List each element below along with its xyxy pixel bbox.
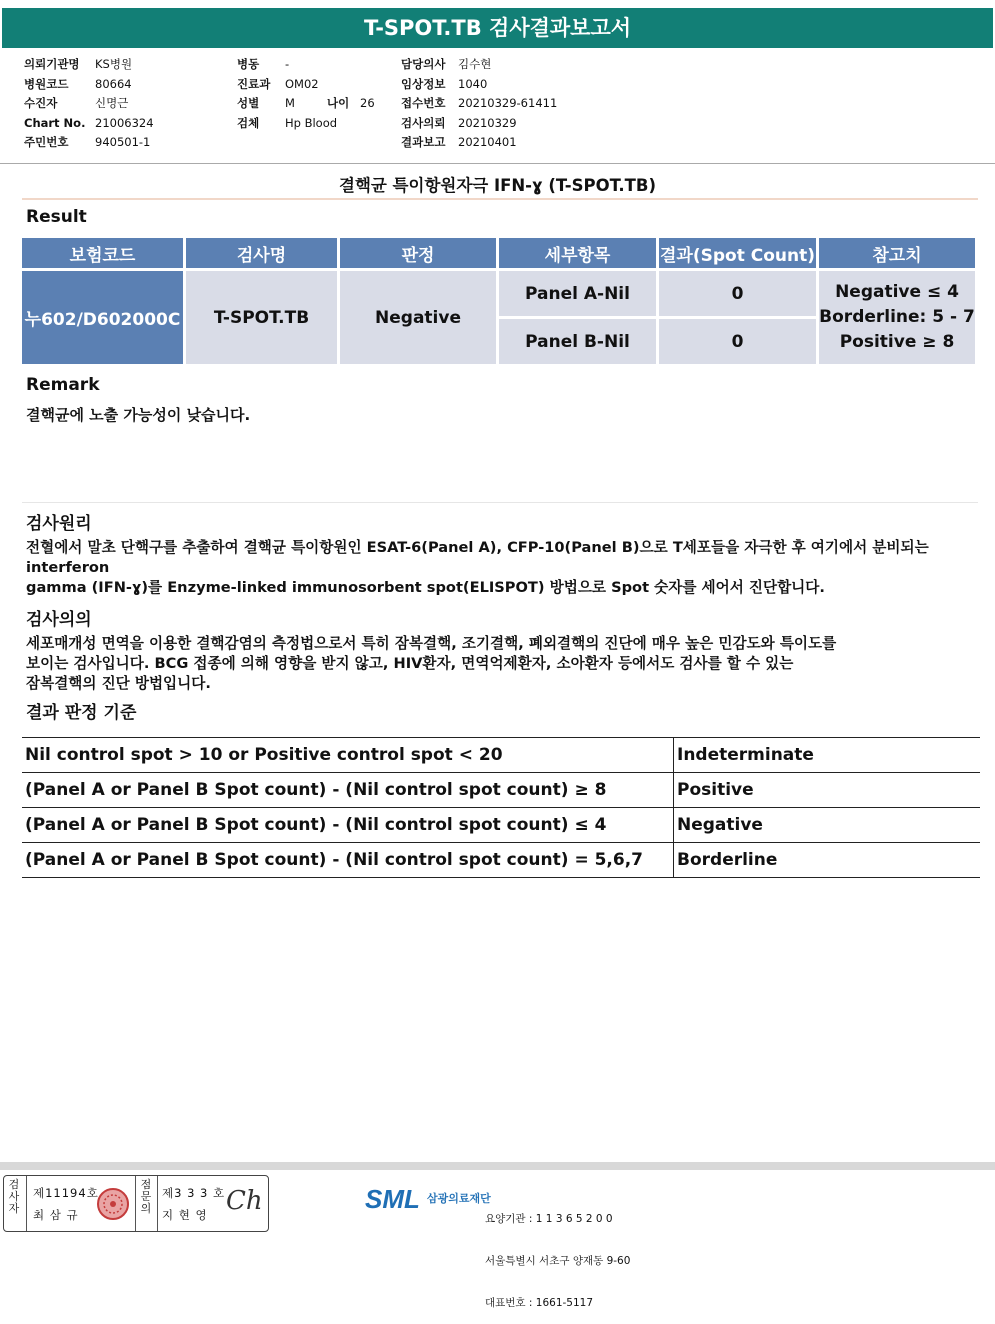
- result-label: Result: [26, 207, 87, 227]
- item-name-panel-b: Panel B-Nil: [499, 319, 656, 364]
- criteria-row: [22, 843, 980, 878]
- address-block: [485, 1184, 630, 1324]
- principle-line: gamma (IFN-ɣ)를 Enzyme-linked immunosorbent spot(ELISPOT) 방법으로 Spot 숫자를 세어서 진단합니다.: [26, 579, 825, 596]
- clinical-info-value: 1040: [458, 76, 488, 91]
- criteria-result: Negative: [674, 808, 981, 843]
- remark-text: 결핵균에 노출 가능성이 낮습니다.: [26, 406, 251, 424]
- col-header-judgement: 판정: [340, 238, 496, 268]
- box-separator: [26, 1176, 27, 1231]
- principle-line: interferon: [26, 559, 110, 576]
- col-header-item: 세부항목: [499, 238, 656, 268]
- chart-no-label: Chart No.: [24, 115, 86, 130]
- hospital-code-label: 병원코드: [24, 76, 69, 91]
- request-date-label: 검사의뢰: [401, 115, 446, 130]
- inspector-name: 최 삼 규: [33, 1208, 79, 1222]
- criteria-result: Borderline: [674, 843, 981, 878]
- patient-value: 신명근: [95, 96, 129, 110]
- specimen-label: 검체: [237, 115, 260, 130]
- header-col-3: [401, 55, 557, 153]
- sex-value: M: [285, 96, 295, 110]
- reference-negative: Negative ≤ 4: [835, 282, 959, 302]
- request-date-value: 20210329: [458, 115, 517, 130]
- age-label: 나이: [327, 96, 350, 110]
- section-underline: [22, 198, 978, 200]
- box-separator: [135, 1176, 136, 1231]
- address-line: 요양기관 : 1 1 3 6 5 2 0 0: [485, 1213, 613, 1225]
- principle-label: 검사원리: [26, 514, 92, 534]
- ward-label: 병동: [237, 57, 260, 71]
- patient-label: 수진자: [24, 96, 58, 110]
- seal-icon: [96, 1187, 130, 1221]
- judgement: Negative: [340, 271, 496, 364]
- remark-divider: [22, 502, 978, 503]
- hospital-code-value: 80664: [95, 76, 132, 91]
- significance-label: 검사의의: [26, 610, 92, 630]
- inspector-label: 검사자: [8, 1178, 20, 1215]
- significance-line: 잠복결핵의 진단 방법입니다.: [26, 675, 211, 692]
- result-table: [19, 235, 978, 367]
- dept-label: 진료과: [237, 76, 271, 91]
- hospital-value: KS병원: [95, 57, 133, 71]
- col-header-count: 결과(Spot Count): [659, 238, 816, 268]
- dept-value: OM02: [285, 76, 319, 91]
- significance-line: 보이는 검사입니다. BCG 접종에 의해 영향을 받지 않고, HIV환자, 면역억제환자, 소아환자 등에서도 검사를 할 수 있는: [26, 655, 794, 672]
- reviewer-number: 제3 3 3 호: [162, 1186, 226, 1200]
- reviewer-label: 점문의: [140, 1178, 152, 1215]
- resident-no-value: 940501-1: [95, 135, 151, 149]
- clinical-info-label: 임상정보: [401, 76, 446, 91]
- signature: Ch: [226, 1186, 263, 1216]
- doctor-value: 김수현: [458, 57, 492, 71]
- sml-logo: [365, 1184, 491, 1215]
- principle-line: 전혈에서 말초 단핵구를 추출하여 결핵균 특이항원인 ESAT-6(Panel A), CFP-10(Panel B)으로 T세포들을 자극한 후 여기에서 분비되는: [26, 539, 929, 556]
- ward-value: -: [285, 57, 290, 71]
- receipt-no-label: 접수번호: [401, 96, 446, 110]
- item-count-panel-a: 0: [659, 271, 816, 316]
- criteria-rule: Nil control spot > 10 or Positive control spot < 20: [22, 738, 674, 773]
- criteria-table: [22, 737, 980, 878]
- address-line: 대표번호 : 1661-5117: [485, 1297, 594, 1309]
- receipt-no-value: 20210329-61411: [458, 96, 558, 110]
- doctor-label: 담당의사: [401, 57, 446, 71]
- reviewer-name: 지 현 영: [162, 1208, 208, 1222]
- report-date-value: 20210401: [458, 135, 517, 149]
- significance-text: [26, 634, 966, 694]
- hospital-label: 의뢰기관명: [24, 57, 80, 71]
- item-name-panel-a: Panel A-Nil: [499, 271, 656, 316]
- sex-label: 성별: [237, 96, 260, 110]
- footer-band: [0, 1162, 995, 1170]
- reference-borderline: Borderline: 5 - 7: [819, 307, 975, 327]
- criteria-row: [22, 808, 980, 843]
- address-line: 서울특별시 서초구 양재동 9-60: [485, 1255, 631, 1267]
- signature-box: [3, 1175, 269, 1232]
- resident-no-label: 주민번호: [24, 135, 69, 149]
- test-name: T-SPOT.TB: [186, 271, 337, 364]
- insurance-code: 누602/D602000C: [22, 271, 183, 364]
- divider: [0, 163, 995, 164]
- criteria-result: Positive: [674, 773, 981, 808]
- report-date-label: 결과보고: [401, 135, 446, 149]
- item-count-panel-b: 0: [659, 319, 816, 364]
- criteria-label: 결과 판정 기준: [26, 703, 137, 723]
- criteria-rule: (Panel A or Panel B Spot count) - (Nil control spot count) ≥ 8: [22, 773, 674, 808]
- box-separator: [157, 1176, 158, 1231]
- criteria-rule: (Panel A or Panel B Spot count) - (Nil control spot count) = 5,6,7: [22, 843, 674, 878]
- criteria-row: [22, 738, 980, 773]
- col-header-reference: 참고치: [819, 238, 975, 268]
- significance-line: 세포매개성 면역을 이용한 결핵감염의 측정법으로서 특히 잠복결핵, 조기결핵, 폐외결핵의 진단에 매우 높은 민감도와 특이도를: [26, 635, 837, 652]
- criteria-row: [22, 773, 980, 808]
- org-name: 삼광의료재단: [426, 1192, 491, 1205]
- header-col-2: [237, 55, 375, 133]
- report-title: T-SPOT.TB 검사결과보고서: [2, 8, 993, 48]
- reference-range: [819, 271, 975, 364]
- remark-label: Remark: [26, 375, 100, 395]
- reference-positive: Positive ≥ 8: [839, 332, 955, 352]
- criteria-result: Indeterminate: [674, 738, 981, 773]
- principle-text: [26, 538, 966, 598]
- logo-text: SML: [365, 1184, 420, 1214]
- header-col-1: [24, 55, 154, 153]
- chart-no-value: 21006324: [95, 115, 154, 130]
- section-title: 결핵균 특이항원자극 IFN-ɣ (T-SPOT.TB): [339, 176, 656, 195]
- specimen-value: Hp Blood: [285, 115, 338, 130]
- age-value: 26: [360, 96, 375, 110]
- col-header-code: 보험코드: [22, 238, 183, 268]
- criteria-rule: (Panel A or Panel B Spot count) - (Nil control spot count) ≤ 4: [22, 808, 674, 843]
- inspector-number: 제11194호: [33, 1186, 99, 1200]
- col-header-test: 검사명: [186, 238, 337, 268]
